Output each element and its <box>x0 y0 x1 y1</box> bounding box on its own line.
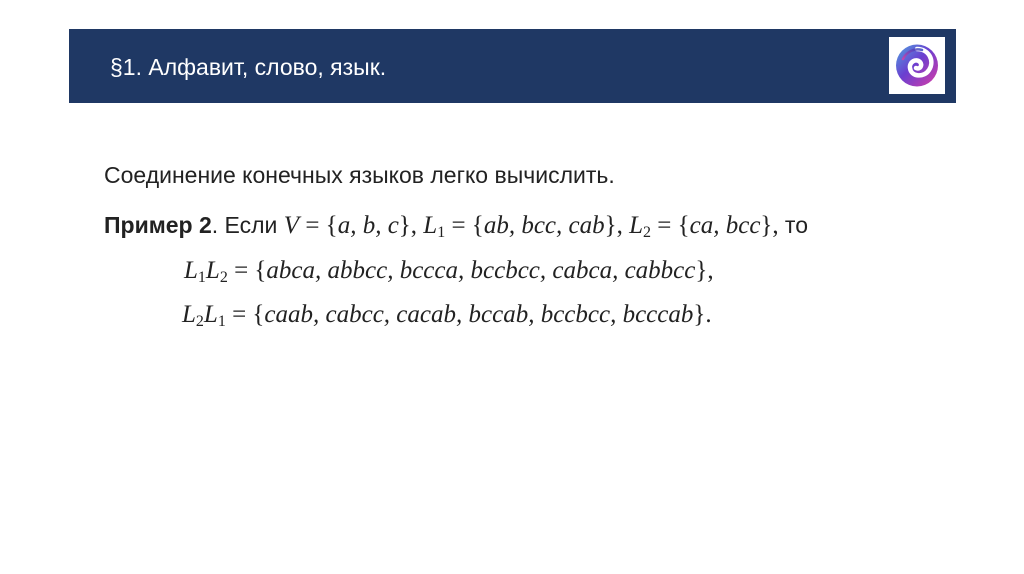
then-word: то <box>784 212 808 238</box>
example-label: Пример 2 <box>104 212 212 238</box>
example-2-line <box>104 210 808 241</box>
concatenation-l2l1: $L_2L_1$ = {caab, cabcc, cacab, bccab, bccbcc, bcccab}. <box>182 301 712 330</box>
concatenation-l1l2: $L_1L_2$ = {abca, abbcc, bccca, bccbcc, cabca, cabbcc}, <box>184 257 714 286</box>
example-intro: . Если <box>211 212 284 238</box>
swirl-logo-icon <box>889 37 945 94</box>
language-l2-definition: $L_2 = \{ca$, bcc}, <box>629 212 785 241</box>
logo <box>889 37 945 94</box>
alphabet-definition: V = {a, b, c}, <box>283 212 424 239</box>
slide-title: §1. Алфавит, слово, язык. <box>110 54 387 80</box>
slide-header-bar <box>69 29 956 103</box>
paragraph-union-text: Соединение конечных языков легко вычислить. <box>104 162 615 188</box>
language-l1-definition: $L_1 = \{ab$, bcc, cab}, <box>423 212 630 241</box>
